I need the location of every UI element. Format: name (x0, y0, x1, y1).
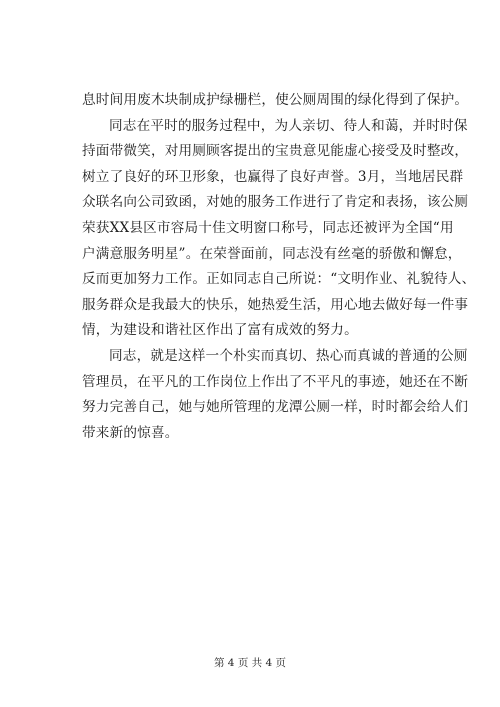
text-line: 努力完善自己，她与她所管理的龙潭公厕一样，时时都会给人们 (82, 399, 469, 416)
paragraph-first-line: 同志在平时的服务过程中，为人亲切、待人和蔼，并时时保 (109, 117, 468, 134)
paragraph-first-line: 同志，就是这样一个朴实而真切、热心而真诚的普通的公厕 (109, 347, 468, 364)
text-line: 带来新的惊喜。 (82, 424, 179, 441)
text-line: 情，为建设和谐社区作出了富有成效的努力。 (82, 322, 358, 339)
text-line: 息时间用废木块制成护绿栅栏，使公厕周围的绿化得到了保护。 (82, 92, 469, 108)
body-text (82, 88, 476, 446)
text-line: 众联名向公司致函，对她的服务工作进行了肯定和表扬，该公厕 (82, 194, 469, 211)
text-line: 荣获XX县区市容局十佳文明窗口称号，同志还被评为全国“用 (82, 219, 454, 236)
text-line: 管理员，在平凡的工作岗位上作出了不平凡的事迹，她还在不断 (82, 373, 469, 390)
text-line: 户满意服务明星”。在荣誉面前，同志没有丝毫的骄傲和懈怠， (82, 245, 462, 262)
text-line: 持面带微笑，对用厕顾客提出的宝贵意见能虚心接受及时整改， (82, 143, 469, 160)
page-number-footer: 第 4 页 共 4 页 (213, 657, 287, 669)
text-line: 反而更加努力工作。正如同志自己所说：“文明作业、礼貌待人、 (82, 271, 476, 288)
text-line: 树立了良好的环卫形象，也赢得了良好声誉。3月，当地居民群 (82, 168, 464, 185)
text-line: 服务群众是我最大的快乐，她热爱生活，用心地去做好每一件事 (82, 296, 469, 313)
